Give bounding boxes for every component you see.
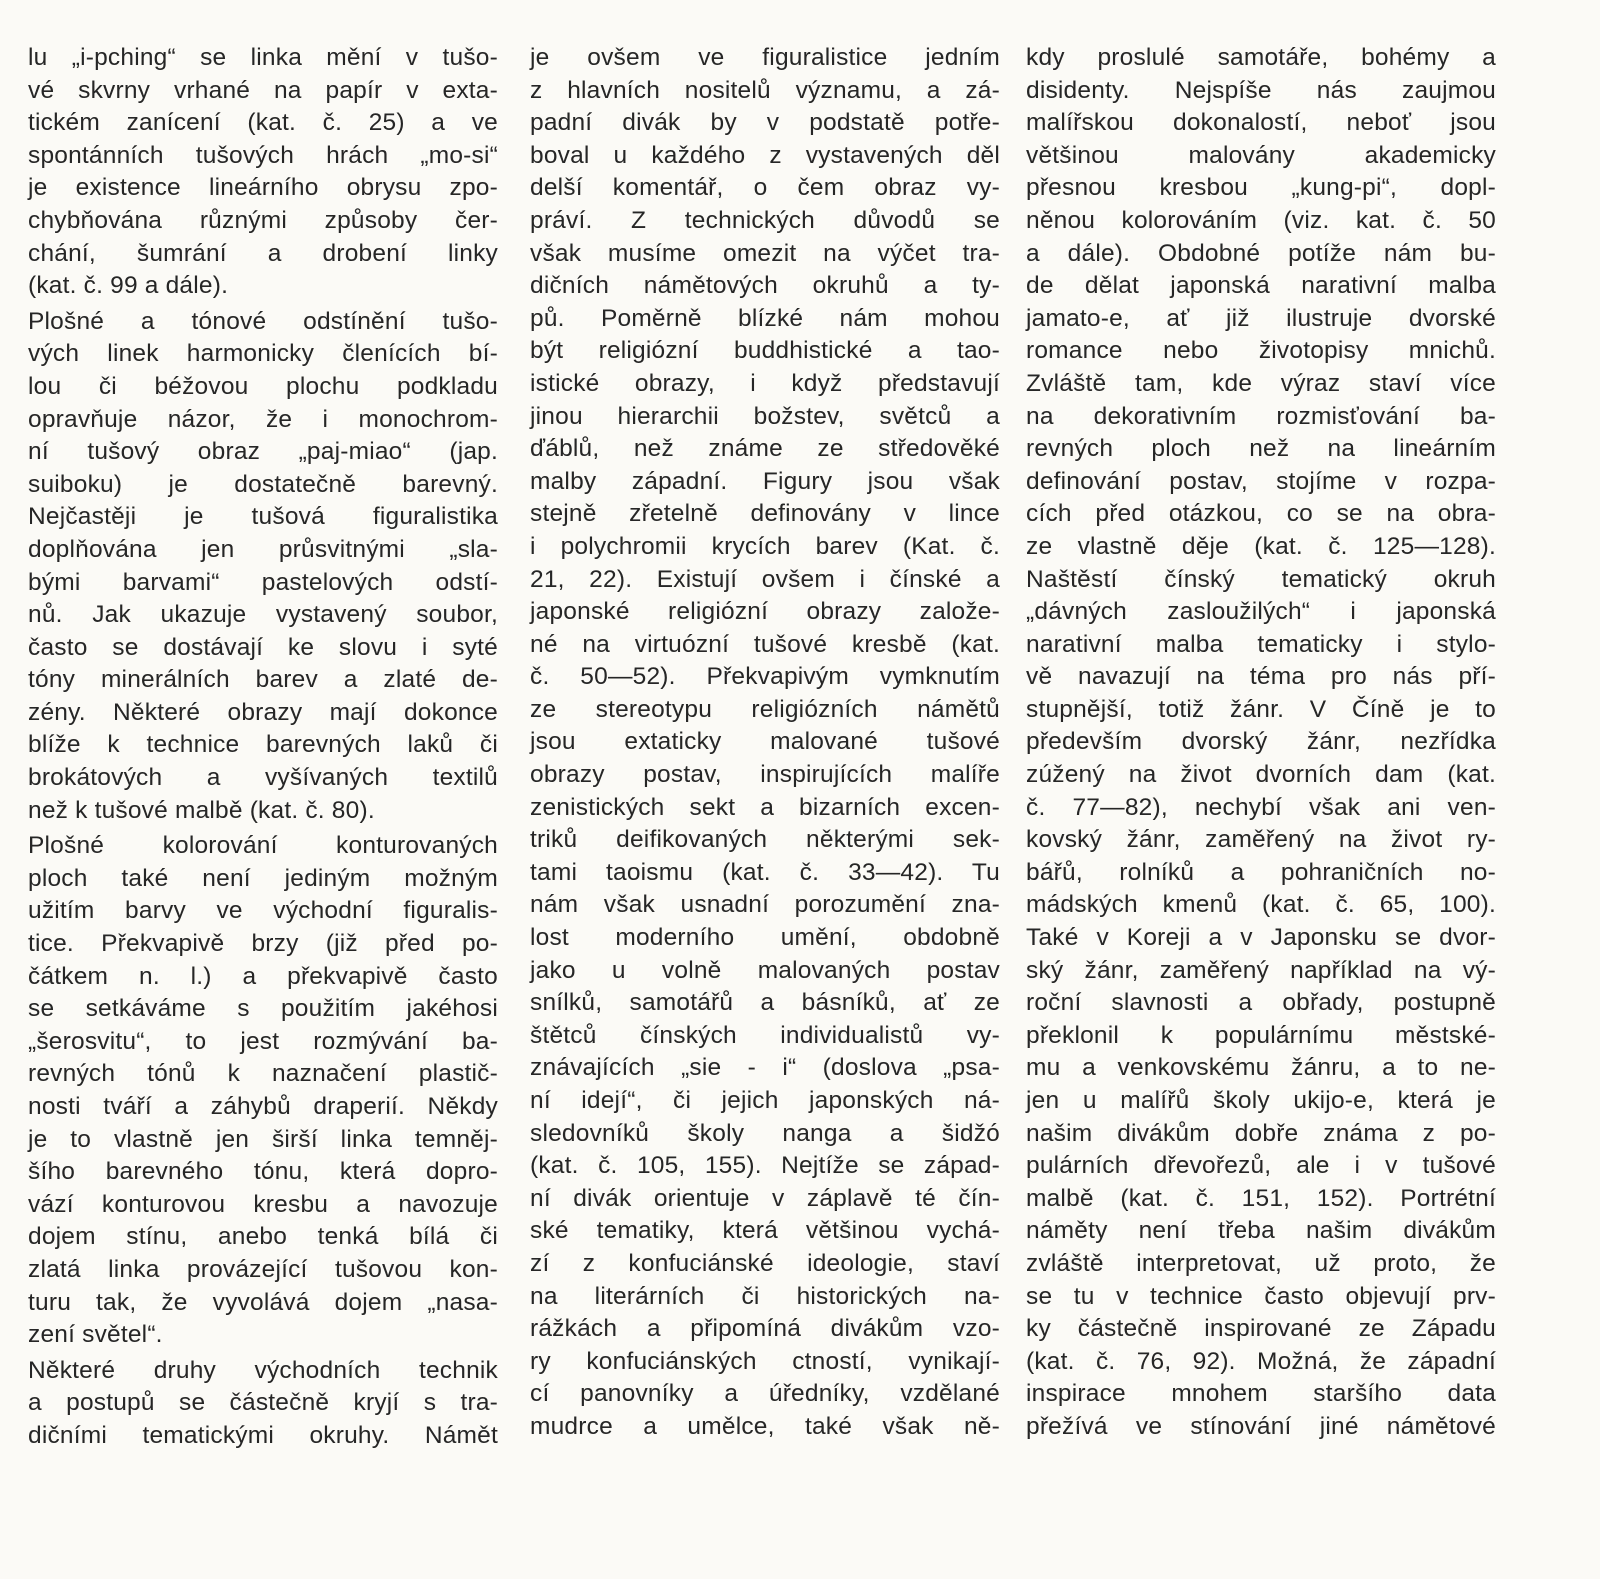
text-line: sledovníků školy nanga a šidžó — [530, 1119, 1000, 1147]
text-line: než k tušové malbě (kat. č. 80). — [28, 796, 375, 824]
text-line: zí z konfuciánské ideologie, staví — [530, 1249, 1000, 1277]
text-line: přežívá ve stínování jiné námětové — [1026, 1412, 1496, 1440]
text-line: cích před otázkou, co se na obra- — [1026, 500, 1496, 528]
text-line: ní tušový obraz „paj-miao“ (jap. — [28, 438, 498, 466]
text-line: se setkáváme s použitím jakéhosi — [28, 995, 498, 1023]
text-line: a postupů se částečně kryjí s tra- — [28, 1389, 498, 1417]
text-line: japonské religiózní obrazy založe- — [530, 598, 1000, 626]
text-line: ďáblů, než známe ze středověké — [530, 435, 1000, 463]
text-line: „dávných zasloužilých“ i japonská — [1026, 598, 1496, 626]
text-line: blíže k technice barevných laků či — [28, 731, 498, 759]
text-line: jamato-e, ať již ilustruje dvorské — [1026, 304, 1496, 332]
text-line: zény. Některé obrazy mají dokonce — [28, 698, 498, 726]
text-line: vází konturovou kresbu a navozuje — [28, 1190, 498, 1218]
text-line: šího barevného tónu, která dopro- — [28, 1158, 498, 1186]
text-line: překlonil k populárnímu městské- — [1026, 1021, 1496, 1049]
text-line: obrazy postav, inspirujících malíře — [530, 761, 1000, 789]
text-line: bými barvami“ pastelových odstí- — [28, 568, 498, 596]
text-line: i polychromii krycích barev (Kat. č. — [530, 532, 1000, 560]
text-line: mudrce a umělce, také však ně- — [530, 1412, 1000, 1440]
text-line: (kat. č. 76, 92). Možná, že západní — [1026, 1347, 1496, 1375]
paragraph — [530, 42, 1000, 1444]
text-line: né na virtuózní tušové kresbě (kat. — [530, 630, 1000, 658]
text-line: dičních námětových okruhů a ty- — [530, 272, 1000, 300]
text-line: ské tematiky, která většinou vychá- — [530, 1217, 1000, 1245]
text-line: užitím barvy ve východní figuralis- — [28, 897, 498, 925]
text-line: turu tak, že vyvolává dojem „nasa- — [28, 1288, 498, 1316]
paragraph — [28, 306, 498, 828]
text-line: náměty není třeba našim divákům — [1026, 1217, 1496, 1245]
text-line: je existence lineárního obrysu zpo- — [28, 174, 498, 202]
text-line: snílků, samotářů a básníků, ať ze — [530, 989, 1000, 1017]
text-line: nů. Jak ukazuje vystavený soubor, — [28, 601, 498, 629]
text-line: mu a venkovskému žánru, a to ne- — [1026, 1054, 1496, 1082]
text-line: ní divák orientuje v záplavě té čín- — [530, 1184, 1000, 1212]
text-line: spontánních tušových hrách „mo-si“ — [28, 141, 498, 169]
text-column-middle — [530, 42, 1000, 1444]
text-line: kdy proslulé samotáře, bohémy a — [1026, 44, 1496, 71]
text-line: cí panovníky a úředníky, vzdělané — [530, 1380, 1000, 1408]
text-line: se tu v technice často objevují prv- — [1026, 1282, 1496, 1310]
text-line: tickém zanícení (kat. č. 25) a ve — [28, 109, 498, 137]
text-line: dičními tematickými okruhy. Námět — [28, 1421, 498, 1449]
text-line: Naštěstí čínský tematický okruh — [1026, 565, 1496, 593]
text-line: je ovšem ve figuralistice jedním — [530, 44, 1000, 71]
text-line: čátkem n. l.) a překvapivě často — [28, 962, 498, 990]
text-line: triků deifikovaných některými sek- — [530, 826, 1000, 854]
text-line: znávajících „sie - i“ (doslova „psa- — [530, 1054, 1000, 1082]
text-line: nosti tváří a záhybů draperií. Někdy — [28, 1093, 498, 1120]
text-line: boval u každého z vystavených děl — [530, 141, 1000, 169]
text-line: revných ploch než na lineárním — [1026, 435, 1496, 463]
text-line: narativní malba tematicky i stylo- — [1026, 630, 1496, 658]
text-line: na dekorativním rozmisťování ba- — [1026, 402, 1496, 430]
text-line: „šerosvitu“, to jest rozmývání ba- — [28, 1027, 498, 1055]
text-line: vě navazují na téma pro nás pří- — [1026, 663, 1496, 691]
text-line: však musíme omezit na výčet tra- — [530, 239, 1000, 267]
text-line: ní idejí“, či jejich japonských ná- — [530, 1087, 1000, 1114]
text-line: pulárních dřevořezů, ale i v tušové — [1026, 1152, 1496, 1180]
text-line: doplňována jen průsvitnými „sla- — [28, 535, 498, 563]
text-line: (kat. č. 99 a dále). — [28, 272, 229, 300]
text-line: č. 77—82), nechybí však ani ven- — [1026, 793, 1496, 821]
text-line: ský žánr, zaměřený například na vý- — [1026, 956, 1496, 984]
text-line: 21, 22). Existují ovšem i čínské a — [530, 565, 1000, 593]
text-line: jako u volně malovaných postav — [530, 956, 1000, 984]
text-line: zení světel“. — [28, 1321, 163, 1349]
text-line: rážkách a připomíná divákům vzo- — [530, 1315, 1000, 1343]
text-line: zlatá linka provázející tušovou kon- — [28, 1255, 498, 1283]
text-line: istické obrazy, i když představují — [530, 369, 1000, 397]
text-line: tami taoismu (kat. č. 33—42). Tu — [530, 858, 1000, 886]
text-line: jsou extaticky malované tušové — [530, 728, 1000, 756]
text-line: lu „i-pching“ se linka mění v tušo- — [28, 44, 498, 71]
text-line: de dělat japonská narativní malba — [1026, 272, 1496, 300]
text-line: opravňuje názor, že i monochrom- — [28, 405, 498, 433]
text-line: Některé druhy východních technik — [28, 1356, 498, 1384]
text-line: zúžený na život dvorních dam (kat. — [1026, 761, 1496, 789]
text-line: revných tónů k naznačení plastič- — [28, 1060, 498, 1088]
text-line: tóny minerálních barev a zlaté de- — [28, 666, 498, 694]
text-line: roční slavnosti a obřady, postupně — [1026, 989, 1496, 1017]
text-column-left — [28, 42, 498, 1453]
text-line: nám však usnadní porozumění zna- — [530, 891, 1000, 919]
paragraph — [28, 830, 498, 1352]
text-line: romance nebo životopisy mnichů. — [1026, 337, 1496, 365]
text-line: mádských kmenů (kat. č. 65, 100). — [1026, 891, 1496, 919]
text-line: zenistických sekt a bizarních excen- — [530, 793, 1000, 821]
text-line: brokátových a vyšívaných textilů — [28, 764, 498, 792]
text-line: disidenty. Nejspíše nás zaujmou — [1026, 76, 1496, 104]
text-line: především dvorský žánr, nezřídka — [1026, 728, 1496, 756]
paragraph — [28, 42, 498, 303]
text-line: a dále). Obdobné potíže nám bu- — [1026, 239, 1496, 267]
text-line: zvláště interpretovat, už proto, že — [1026, 1249, 1496, 1277]
paragraph — [1026, 42, 1496, 1444]
text-line: delší komentář, o čem obraz vy- — [530, 174, 1000, 202]
text-line: padní divák by v podstatě potře- — [530, 109, 1000, 137]
text-line: dojem stínu, anebo tenká bílá či — [28, 1223, 498, 1251]
text-line: Plošné kolorování konturovaných — [28, 832, 498, 860]
text-line: lou či béžovou plochu podkladu — [28, 372, 498, 400]
text-line: inspirace mnohem staršího data — [1026, 1380, 1496, 1408]
text-line: bářů, rolníků a pohraničních no- — [1026, 858, 1496, 886]
text-line: štětců čínských individualistů vy- — [530, 1021, 1000, 1049]
text-line: stupnější, totiž žánr. V Číně je to — [1026, 695, 1496, 723]
text-line: často se dostávají ke slovu i syté — [28, 633, 498, 661]
text-line: vých linek harmonicky členících bí- — [28, 340, 498, 368]
text-line: být religiózní buddhistické a tao- — [530, 337, 1000, 365]
text-line: kovský žánr, zaměřený na život ry- — [1026, 826, 1496, 854]
text-line: je to vlastně jen širší linka temněj- — [28, 1125, 498, 1153]
paragraph — [28, 1355, 498, 1453]
text-line: vé skvrny vrhané na papír v exta- — [28, 76, 498, 104]
text-line: lost moderního umění, obdobně — [530, 924, 1000, 952]
text-line: tice. Překvapivě brzy (již před po- — [28, 930, 498, 958]
text-line: našim divákům dobře známa z po- — [1026, 1119, 1496, 1147]
text-line: něnou kolorováním (viz. kat. č. 50 — [1026, 206, 1496, 234]
text-line: ploch také není jediným možným — [28, 864, 498, 892]
text-line: malířskou dokonalostí, neboť jsou — [1026, 109, 1496, 137]
text-column-right — [1026, 42, 1496, 1444]
text-line: Nejčastěji je tušová figuralistika — [28, 503, 498, 531]
text-line: č. 50—52). Překvapivým vymknutím — [530, 663, 1000, 691]
text-line: definování postav, stojíme v rozpa- — [1026, 467, 1496, 495]
text-line: chybňována různými způsoby čer- — [28, 206, 498, 234]
text-line: většinou malovány akademicky — [1026, 141, 1496, 169]
text-line: Také v Koreji a v Japonsku se dvor- — [1026, 924, 1496, 952]
text-line: jinou hierarchii božstev, světců a — [530, 402, 1000, 430]
text-line: pů. Poměrně blízké nám mohou — [530, 304, 1000, 332]
text-line: ry konfuciánských ctností, vynikají- — [530, 1347, 1000, 1375]
text-line: přesnou kresbou „kung-pi“, dopl- — [1026, 174, 1496, 202]
text-line: Plošné a tónové odstínění tušo- — [28, 307, 498, 335]
text-line: jen u malířů školy ukijo-e, která je — [1026, 1087, 1496, 1114]
text-line: ze vlastně děje (kat. č. 125—128). — [1026, 532, 1496, 560]
text-line: stejně zřetelně definovány v lince — [530, 500, 1000, 528]
text-line: ky částečně inspirované ze Západu — [1026, 1315, 1496, 1343]
text-line: malby západní. Figury jsou však — [530, 467, 1000, 495]
text-line: (kat. č. 105, 155). Nejtíže se západ- — [530, 1152, 1000, 1180]
text-line: na literárních či historických na- — [530, 1282, 1000, 1310]
text-line: z hlavních nositelů významu, a zá- — [530, 76, 1000, 104]
text-line: ze stereotypu religiózních námětů — [530, 695, 1000, 723]
text-line: malbě (kat. č. 151, 152). Portrétní — [1026, 1184, 1496, 1212]
text-line: chání, šumrání a drobení linky — [28, 239, 498, 267]
text-line: suiboku) je dostatečně barevný. — [28, 470, 498, 498]
text-line: práví. Z technických důvodů se — [530, 206, 1000, 234]
text-line: Zvláště tam, kde výraz staví více — [1026, 369, 1496, 397]
